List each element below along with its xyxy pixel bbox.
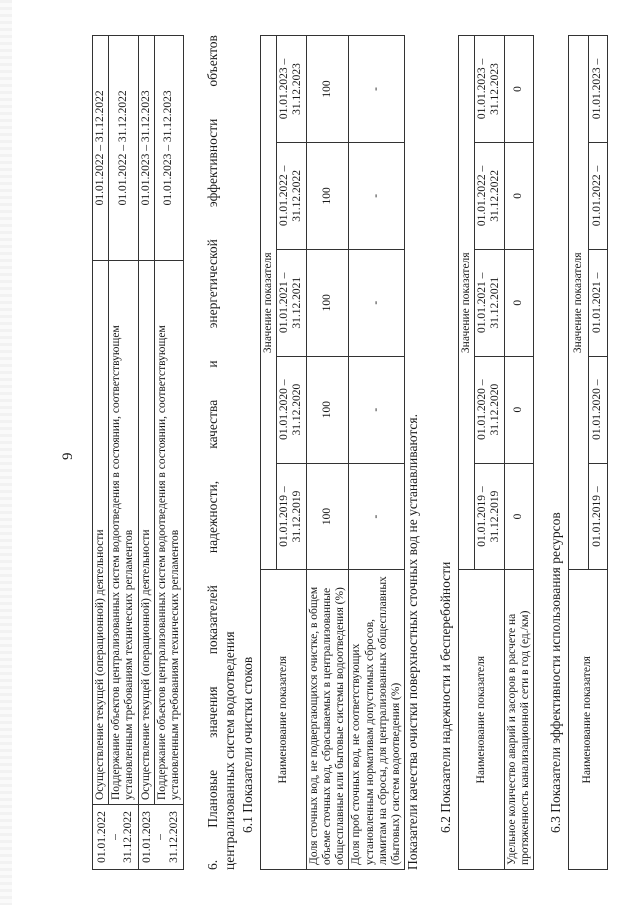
table-6-2 <box>458 35 534 870</box>
value-cell: 0 <box>504 463 533 570</box>
table-row <box>93 36 109 870</box>
table-row <box>306 36 349 870</box>
subsection-6-3-title: 6.3 Показатели эффективности использования ресурсов <box>548 512 563 833</box>
value-cell: - <box>349 356 405 463</box>
value-cell: 100 <box>306 249 349 356</box>
subsection-6-2-title: 6.2 Показатели надежности и бесперебойности <box>438 561 453 833</box>
period-header: 01.01.2023 – <box>588 36 608 143</box>
period-header: 01.01.2020 – <box>588 356 608 463</box>
value-cell: 100 <box>306 36 349 143</box>
name-header: Наименование показателя <box>569 570 608 870</box>
activity-cell: Осуществление текущей (операционной) деятельности <box>93 260 109 804</box>
value-cell: 100 <box>306 356 349 463</box>
subsection-6-1-title: 6.1 Показатели очистки стоков <box>240 656 255 833</box>
table-row <box>138 36 154 870</box>
table-header-row <box>261 36 277 870</box>
page-number: 9 <box>60 452 76 460</box>
table-row <box>504 36 533 870</box>
period-header: 01.01.2023 – 31.12.2023 <box>475 36 504 143</box>
period-header: 01.01.2021 – <box>588 249 608 356</box>
period-header: 01.01.2019 – 31.12.2019 <box>475 463 504 570</box>
period-cell: 01.01.2022 – 31.12.2022 <box>93 805 139 870</box>
top-table <box>92 35 184 870</box>
activity-cell: Поддержание объектов централизованных систем водоотведения в состоянии, соответствующем установленным требованиям технических регламентов <box>154 260 183 804</box>
value-cell: 100 <box>306 463 349 570</box>
section-6-heading: 6. Плановые значения показателей надежности, качества и энергетической эффективности объектов <box>205 35 220 870</box>
section-6-heading-line2: централизованных систем водоотведения <box>222 631 237 870</box>
period-header: 01.01.2020 – 31.12.2020 <box>277 356 306 463</box>
table-row <box>349 36 405 870</box>
value-header: Значение показателя <box>569 36 589 571</box>
value-cell: - <box>349 142 405 249</box>
term-cell: 01.01.2022 – 31.12.2022 <box>109 36 138 261</box>
table-header-row <box>569 36 589 870</box>
indicator-name: Доля сточных вод, не подвергающихся очистке, в общем объеме сточных вод, сбрасываемых в централизованные общесплавные или бытовые системы водоотведения (%) <box>306 570 349 870</box>
period-cell: 01.01.2023 – 31.12.2023 <box>138 805 184 870</box>
period-header: 01.01.2022 – 31.12.2022 <box>277 142 306 249</box>
table-6-3 <box>568 35 608 870</box>
term-cell: 01.01.2023 – 31.12.2023 <box>138 36 154 261</box>
value-cell: 100 <box>306 142 349 249</box>
name-header: Наименование показателя <box>261 570 307 870</box>
table-6-1 <box>260 35 405 870</box>
period-header: 01.01.2019 – 31.12.2019 <box>277 463 306 570</box>
period-header: 01.01.2022 – 31.12.2022 <box>475 142 504 249</box>
period-header: 01.01.2022 – <box>588 142 608 249</box>
value-cell: 0 <box>504 142 533 249</box>
activity-cell: Осуществление текущей (операционной) деятельности <box>138 260 154 804</box>
period-header: 01.01.2023 – 31.12.2023 <box>277 36 306 143</box>
period-header: 01.01.2021 – 31.12.2021 <box>277 249 306 356</box>
activity-cell: Поддержание объектов централизованных систем водоотведения в состоянии, соответствующем установленным требованиям технических регламентов <box>109 260 138 804</box>
value-cell: - <box>349 36 405 143</box>
value-cell: 0 <box>504 249 533 356</box>
value-cell: 0 <box>504 356 533 463</box>
value-header: Значение показателя <box>459 36 475 570</box>
period-header: 01.01.2020 – 31.12.2020 <box>475 356 504 463</box>
value-cell: - <box>349 249 405 356</box>
name-header: Наименование показателя <box>459 570 505 870</box>
value-header: Значение показателя <box>261 36 277 570</box>
indicator-name: Доля проб сточных вод, не соответствующих установленным нормативам допустимых сбросов, лимитам на сбросы, для централизованных общесплавных (бытовых) систем водоотведения (%) <box>349 570 405 870</box>
term-cell: 01.01.2022 – 31.12.2022 <box>93 36 109 261</box>
value-cell: - <box>349 463 405 570</box>
table-row <box>109 36 138 870</box>
period-header: 01.01.2019 – <box>588 463 608 570</box>
indicator-name: Удельное количество аварий и засоров в расчете на протяженность канализационной сети в год (ед./км) <box>504 570 533 870</box>
surface-water-note: Показатели качества очистки поверхностных сточных вод не устанавливаются. <box>405 414 420 870</box>
value-cell: 0 <box>504 36 533 143</box>
term-cell: 01.01.2023 – 31.12.2023 <box>154 36 183 261</box>
period-header: 01.01.2021 – 31.12.2021 <box>475 249 504 356</box>
table-row <box>154 36 183 870</box>
table-header-row <box>459 36 475 870</box>
